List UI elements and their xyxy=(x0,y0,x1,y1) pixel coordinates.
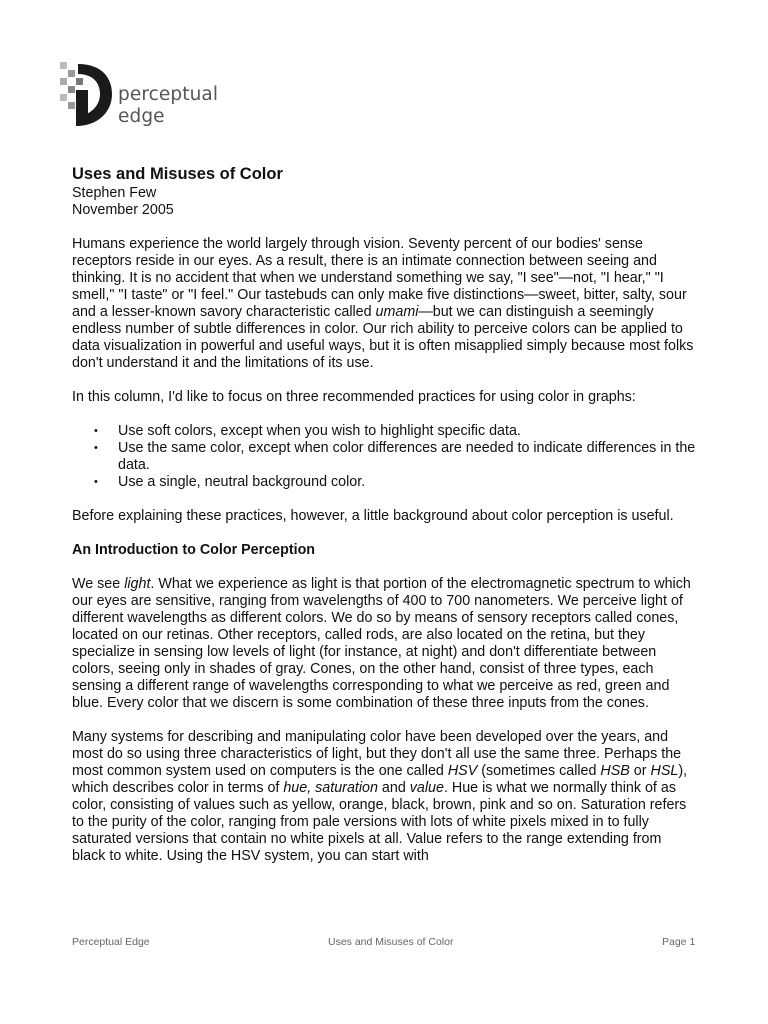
footer-site-name: Perceptual Edge xyxy=(72,936,150,948)
intro-paragraph: Humans experience the world largely through vision. Seventy percent of our bodies' sense receptors reside in our eyes. As a result, there is an intimate connection between seeing and thinking. It is no accident that when we understand something we say, "I see"—not, "I hear," "I smell," "I taste" or "I feel." Our tastebuds can only make five distinctions—sweet, bitter, salty, sour and a lesser-known savory characteristic called umami—but we can distinguish a seemingly endless number of subtle differences in color. Our rich ability to perceive colors can be applied to data visualization in powerful and useful ways, but it is often misapplied simply because most folks don't understand it and the limitations of its use. xyxy=(72,236,694,371)
list-item: • Use soft colors, except when you wish to highlight specific data. xyxy=(94,423,521,439)
article-date: November 2005 xyxy=(72,202,174,218)
logo-wordmark xyxy=(118,84,218,128)
before-paragraph: Before explaining these practices, however, a little background about color perception is useful. xyxy=(72,508,674,524)
section-heading: An Introduction to Color Perception xyxy=(72,542,316,558)
article-author: Stephen Few xyxy=(72,185,157,201)
list-item: • Use the same color, except when color differences are needed to indicate differences in the data. xyxy=(94,440,696,473)
article-title: Uses and Misuses of Color xyxy=(72,165,283,183)
practices-list xyxy=(72,423,698,491)
perceptual-edge-logo xyxy=(58,60,238,132)
bullet-icon: • xyxy=(94,442,98,454)
focus-paragraph: In this column, I'd like to focus on three recommended practices for using color in graphs: xyxy=(72,389,636,405)
bullet-icon: • xyxy=(94,476,98,488)
perceptual-edge-logo-icon xyxy=(58,60,118,132)
article-body xyxy=(72,163,698,865)
list-item: • Use a single, neutral background color. xyxy=(94,474,366,490)
logo-line-perceptual: perceptual xyxy=(118,84,219,105)
light-paragraph: We see light. What we experience as light is that portion of the electromagnetic spectrum to which our eyes are sensitive, ranging from wavelengths of 400 to 700 nanometers. We perceive light of different wavelengths as different colors. We do so by means of sensory receptors called cones, located on our retinas. Other receptors, called rods, are also located on the retina, but they specialize in sensing low levels of light (for instance, at night) and don't differentiate between colors, seeing only in shades of gray. Cones, on the other hand, consist of three types, each sensing a different range of wavelengths corresponding to what we perceive as red, green and blue. Every color that we discern is some combination of these three inputs from the cones. xyxy=(72,576,691,711)
systems-paragraph: Many systems for describing and manipulating color have been developed over the years, and most do so using three characteristics of light, but they don't all use the same three. Perhaps the most common system used on computers is the one called HSV (sometimes called HSB or HSL), which describes color in terms of hue, saturation and value. Hue is what we normally think of as color, consisting of values such as yellow, orange, black, brown, pink and so on. Saturation refers to the purity of the color, ranging from pale versions with lots of white pixels mixed in to fully saturated versions that contain no white pixels at all. Value refers to the range extending from black to white. Using the HSV system, you can start with xyxy=(72,729,688,864)
footer-article-title: Uses and Misuses of Color xyxy=(328,936,454,948)
footer-page-number: Page 1 xyxy=(662,936,696,948)
logo-line-edge: edge xyxy=(118,106,165,127)
bullet-icon: • xyxy=(94,425,98,437)
